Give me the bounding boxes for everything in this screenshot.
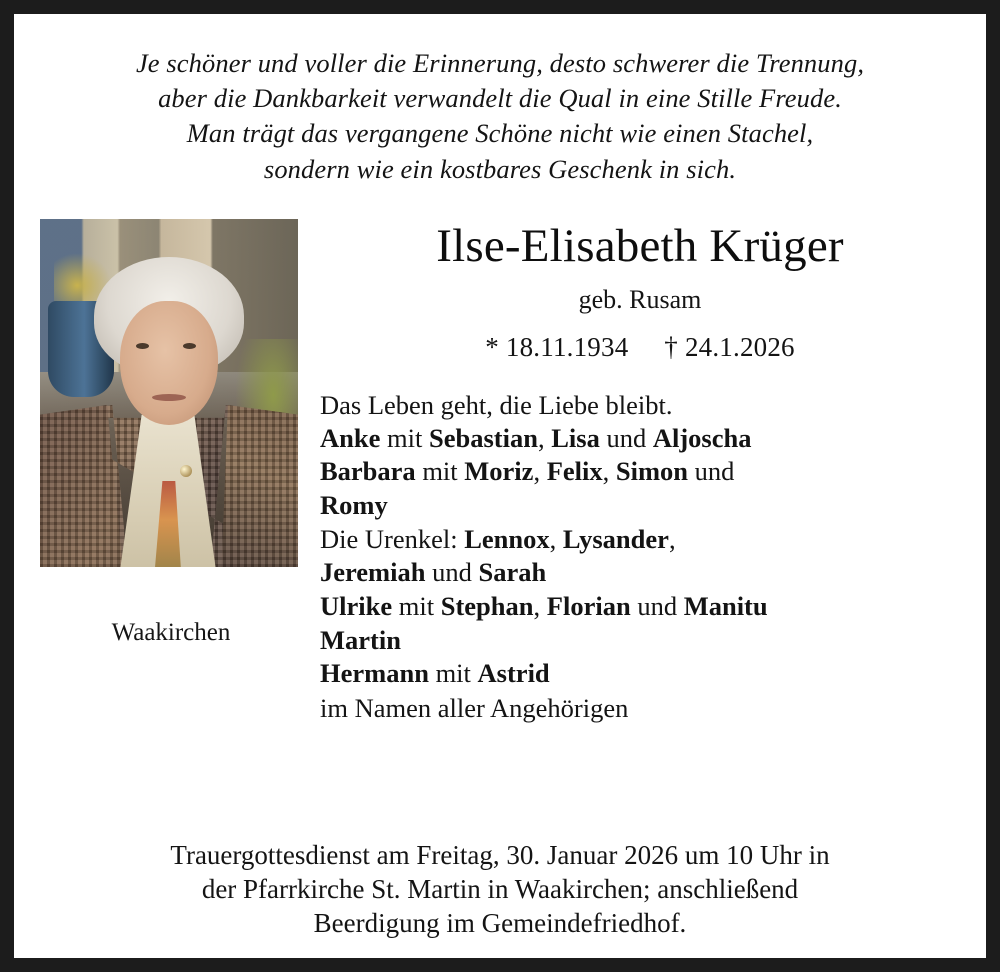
name-stephan: Stephan	[440, 590, 534, 621]
family-line-1	[320, 422, 960, 456]
service-line-3: Beerdigung im Gemeindefriedhof.	[313, 907, 687, 938]
name-astrid: Astrid	[477, 658, 550, 689]
farewell-motto: Das Leben geht, die Liebe bleibt.	[320, 389, 673, 420]
great-grandchildren-label: Die Urenkel:	[320, 523, 465, 554]
death-date: 24.1.2026	[684, 331, 795, 362]
deceased-name: Ilse-Elisabeth Krüger	[436, 219, 844, 272]
name-manitu: Manitu	[683, 590, 768, 621]
conj-1: mit	[380, 422, 429, 453]
conj-8: mit	[428, 658, 478, 689]
obituary-body	[40, 219, 960, 828]
name-barbara: Barbara	[320, 456, 416, 487]
family-line-7	[320, 624, 960, 658]
family-line-8	[320, 657, 960, 691]
name-moriz: Moriz	[464, 456, 534, 487]
service-line-2: der Pfarrkirche St. Martin in Waakirchen; anschließend	[201, 873, 799, 904]
conj-3: mit	[415, 456, 465, 487]
name-aljoscha: Aljoscha	[652, 422, 752, 453]
death-symbol: †	[664, 331, 678, 362]
life-dates	[320, 332, 960, 363]
family-line-2	[320, 455, 960, 489]
name-romy: Romy	[320, 489, 388, 520]
verse-line-4: sondern wie ein kostbares Geschenk in sich.	[263, 153, 737, 184]
conj-4: und	[688, 456, 735, 487]
photo-brooch	[180, 465, 192, 477]
service-line-1: Trauergottesdienst am Freitag, 30. Januar 2026 um 10 Uhr in	[170, 839, 830, 870]
obituary-inner-frame	[14, 14, 986, 958]
sep-5: ,	[668, 523, 676, 554]
name-lysander: Lysander	[562, 523, 669, 554]
family-line-6	[320, 590, 960, 624]
family-line-5	[320, 556, 960, 590]
family-line-3	[320, 489, 960, 523]
place-label: Waakirchen	[111, 618, 231, 646]
sep-2: ,	[533, 456, 547, 487]
conj-7: und	[630, 590, 684, 621]
sep-3: ,	[602, 456, 616, 487]
sep-1: ,	[537, 422, 552, 453]
photo-eye-right	[183, 343, 196, 349]
family-line-4	[320, 523, 960, 557]
name-anke: Anke	[320, 422, 381, 453]
conj-6: mit	[392, 590, 441, 621]
conj-2: und	[599, 422, 653, 453]
maiden-name: geb. Rusam	[578, 284, 702, 314]
photo-column	[40, 219, 302, 828]
verse-line-1: Je schöner und voller die Erinnerung, desto schwerer die Trennung,	[135, 48, 865, 78]
name-jeremiah: Jeremiah	[320, 557, 426, 588]
name-martin: Martin	[320, 624, 401, 655]
funeral-service-info	[40, 838, 960, 940]
name-simon: Simon	[615, 456, 689, 487]
verse-line-3: Man trägt das vergangene Schöne nicht wie einen Stachel,	[186, 118, 814, 149]
name-hermann: Hermann	[320, 658, 429, 689]
sep-4: ,	[549, 523, 563, 554]
birth-date: 18.11.1934	[505, 331, 629, 362]
name-lennox: Lennox	[464, 523, 550, 554]
family-names	[320, 422, 960, 691]
name-florian: Florian	[546, 590, 631, 621]
conj-5: und	[425, 557, 479, 588]
name-sarah: Sarah	[478, 557, 547, 588]
photo-eye-left	[136, 343, 149, 349]
photo-mouth	[152, 394, 186, 401]
name-sebastian: Sebastian	[428, 422, 538, 453]
name-lisa: Lisa	[551, 422, 600, 453]
portrait-photo	[40, 219, 298, 567]
verse-line-2: aber die Dankbarkeit verwandelt die Qual in eine Stille Freude.	[158, 83, 842, 114]
name-ulrike: Ulrike	[320, 590, 393, 621]
family-closing: im Namen aller Angehörigen	[320, 692, 629, 723]
sep-6: ,	[533, 590, 547, 621]
name-felix: Felix	[546, 456, 603, 487]
photo-face	[120, 301, 218, 425]
text-column	[302, 219, 960, 828]
memorial-verse	[40, 46, 960, 187]
birth-symbol: *	[485, 331, 499, 362]
